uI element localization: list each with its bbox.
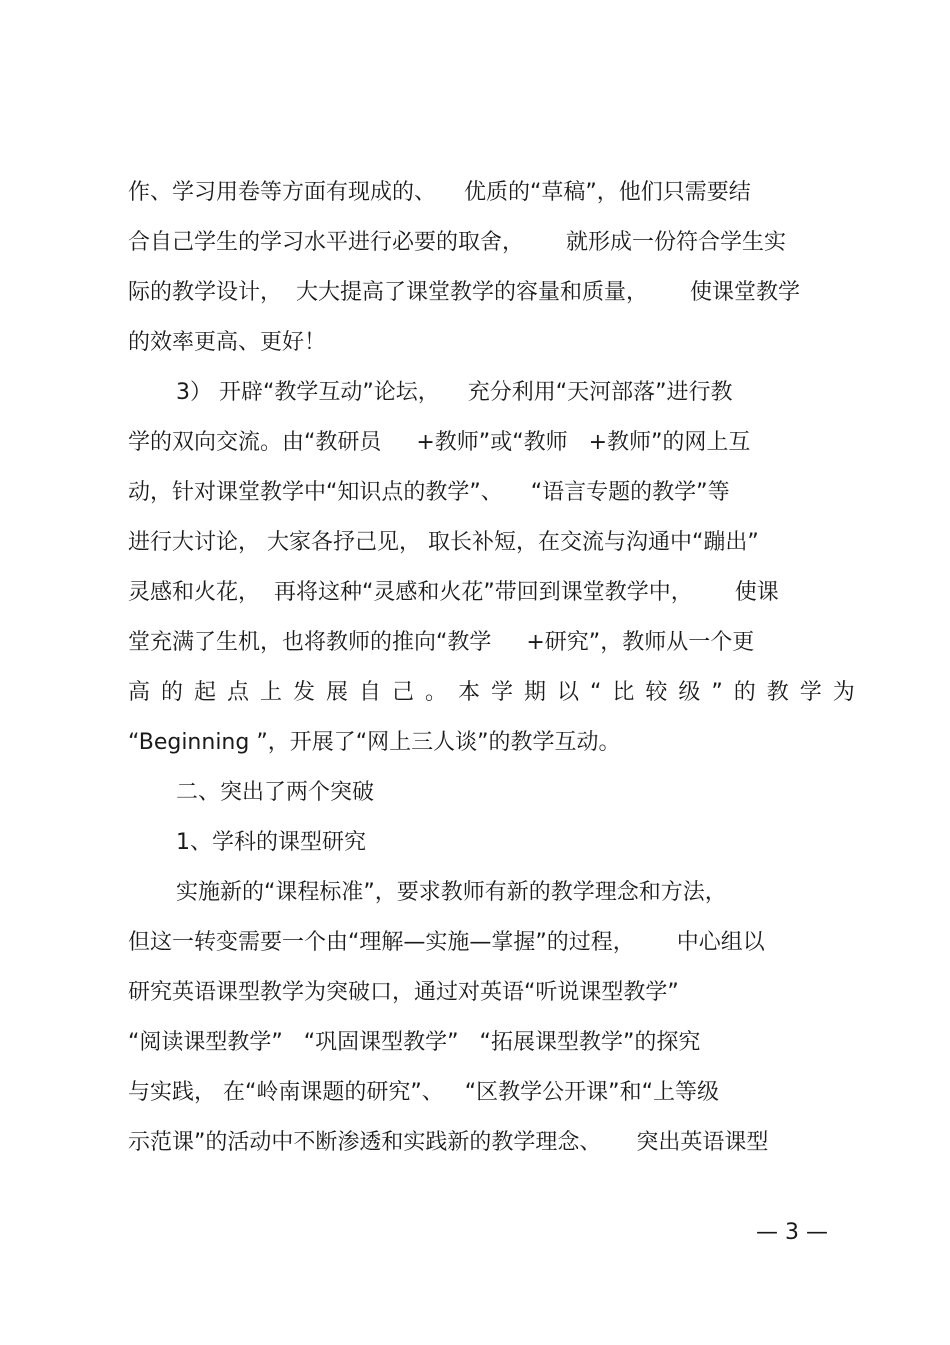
page-number: — 3 — [756, 1220, 828, 1245]
text-line: 高的起点上发展自己。本学期以“比较级”的教学为 [128, 680, 866, 705]
subsection-heading: 1、学科的课型研究 [176, 830, 366, 855]
text-line: 3） 开辟“教学互动”论坛， 充分利用“天河部落”进行教 [176, 380, 733, 405]
text-line: 示范课”的活动中不断渗透和实践新的教学理念、 突出英语课型 [128, 1130, 769, 1155]
text-line: “Beginning ”，开展了“网上三人谈”的教学互动。 [128, 730, 621, 755]
text-line: 际的教学设计， 大大提高了课堂教学的容量和质量， 使课堂教学 [128, 280, 800, 305]
text-line: 与实践， 在“岭南课题的研究”、 “区教学公开课”和“上等级 [128, 1080, 719, 1105]
text-line: 堂充满了生机，也将教师的推向“教学 +研究”，教师从一个更 [128, 630, 755, 655]
section-heading: 二、突出了两个突破 [176, 780, 375, 805]
text-line: 研究英语课型教学为突破口，通过对英语“听说课型教学” [128, 980, 679, 1005]
text-line: 实施新的“课程标准”，要求教师有新的教学理念和方法， [176, 880, 727, 905]
text-line: 但这一转变需要一个由“理解—实施—掌握”的过程， 中心组以 [128, 930, 765, 955]
text-line: 进行大讨论， 大家各抒己见， 取长补短，在交流与沟通中“蹦出” [128, 530, 759, 555]
text-line: 学的双向交流。由“教研员 +教师”或“教师 +教师”的网上互 [128, 430, 751, 455]
text-line: 的效率更高、更好！ [128, 330, 327, 355]
text-line: 动，针对课堂教学中“知识点的教学”、 “语言专题的教学”等 [128, 480, 730, 505]
text-line: 作、学习用卷等方面有现成的、 优质的“草稿”，他们只需要结 [128, 180, 751, 205]
text-line: 灵感和火花， 再将这种“灵感和火花”带回到课堂教学中， 使课 [128, 580, 779, 605]
text-line: “阅读课型教学” “巩固课型教学” “拓展课型教学”的探究 [128, 1030, 701, 1055]
text-line: 合自己学生的学习水平进行必要的取舍， 就形成一份符合学生实 [128, 230, 786, 255]
